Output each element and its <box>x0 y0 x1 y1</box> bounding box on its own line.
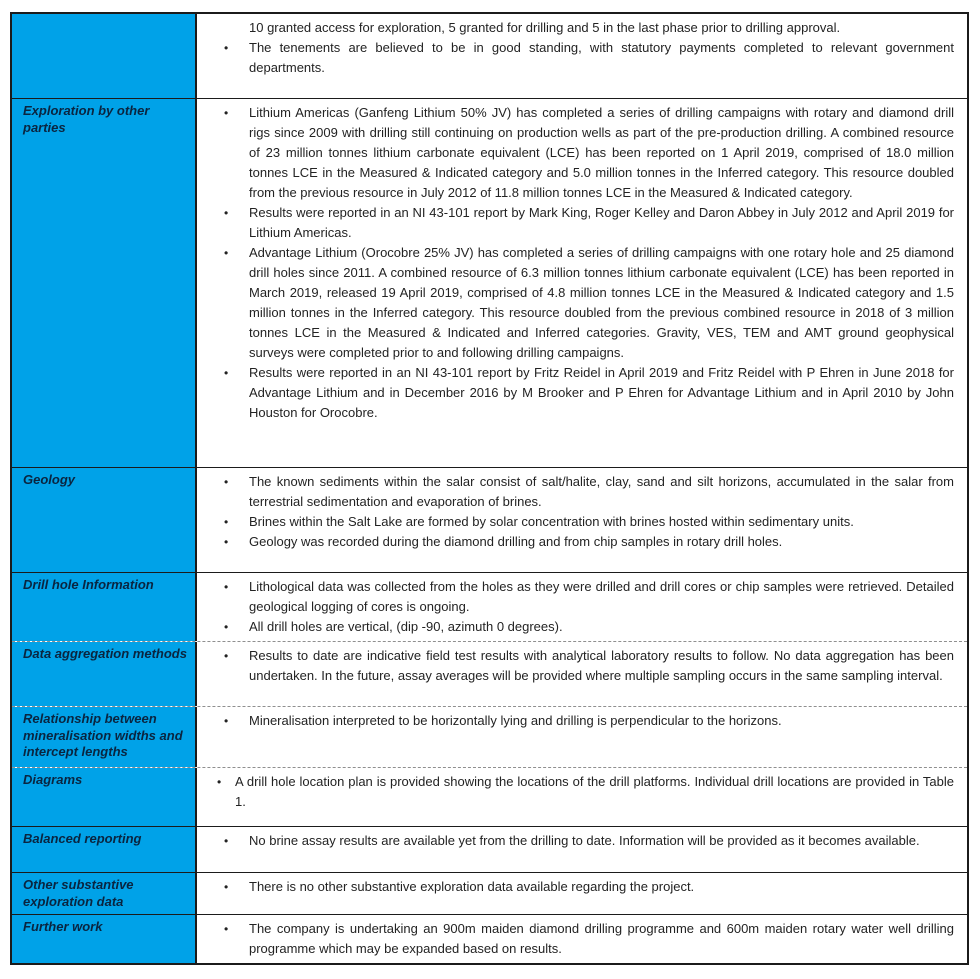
item-text: Results to date are indicative field test results with analytical laboratory results to follow. No data aggregation has been undertaken. In the future, assay averages will be provided where multiple sampling occurs in the same sampling interval. <box>249 648 954 683</box>
bullet-marker-icon: • <box>224 834 229 848</box>
bullet-item <box>197 919 954 959</box>
bullet-item <box>197 103 954 203</box>
table-row <box>12 706 967 767</box>
row-label: Geology <box>23 472 76 487</box>
bullet-item <box>197 512 954 532</box>
row-content <box>197 642 967 706</box>
jorc-disclosure-table <box>10 12 969 965</box>
bullet-item <box>197 472 954 512</box>
row-label: Data aggregation methods <box>23 646 187 661</box>
row-label: Exploration by other parties <box>23 103 150 135</box>
row-label: Balanced reporting <box>23 831 142 846</box>
bullet-marker-icon: • <box>224 714 229 728</box>
row-label-cell <box>12 14 197 98</box>
bullet-item <box>197 711 954 731</box>
row-content <box>197 468 967 572</box>
row-content <box>197 573 967 641</box>
bullet-item <box>197 532 954 552</box>
table-row <box>12 767 967 826</box>
row-content <box>197 915 967 963</box>
table-row <box>12 872 967 914</box>
bullet-marker-icon: • <box>224 246 229 260</box>
item-text: Mineralisation interpreted to be horizontally lying and drilling is perpendicular to the horizons. <box>249 713 782 728</box>
item-text: A drill hole location plan is provided showing the locations of the drill platforms. Individual drill locations are provided in Table 1. <box>235 774 954 809</box>
row-label-cell <box>12 707 197 767</box>
item-text: The tenements are believed to be in good standing, with statutory payments completed to relevant government departments. <box>249 40 954 75</box>
row-label: Diagrams <box>23 772 83 787</box>
item-text: Results were reported in an NI 43-101 report by Mark King, Roger Kelley and Daron Abbey in July 2012 and April 2019 for Lithium Americas. <box>249 205 954 240</box>
bullet-marker-icon: • <box>224 580 229 594</box>
bullet-marker-icon: • <box>224 41 229 55</box>
table-row <box>12 641 967 706</box>
item-text: No brine assay results are available yet from the drilling to date. Information will be provided as it becomes available. <box>249 833 920 848</box>
bullet-item <box>197 363 954 423</box>
item-text: Lithium Americas (Ganfeng Lithium 50% JV) has completed a series of drilling campaigns with rotary and diamond drill rigs since 2009 with drilling still continuing on production wells as part of the pre-production drilling. A combined resource of 23 million tonnes lithium carbonate equivalent (LCE) has been reported on 1 April 2019, comprised of 18.0 million tonnes LCE in the Measured & Indicated category and 5.0 million tonnes in the Inferred category. This resource doubled from the previous resource in July 2012 of 11.8 million tonnes LCE in the Measured & Indicated category. <box>249 105 954 200</box>
row-label-cell <box>12 768 197 826</box>
item-text: The known sediments within the salar consist of salt/halite, clay, sand and silt horizons, accumulated in the salar from terrestrial sedimentation and evaporation of brines. <box>249 474 954 509</box>
row-label: Relationship between mineralisation widths and intercept lengths <box>23 711 183 759</box>
row-label: Further work <box>23 919 103 934</box>
table-row <box>12 98 967 467</box>
item-text: Brines within the Salt Lake are formed by solar concentration with brines hosted within sedimentary units. <box>249 514 854 529</box>
table-row <box>12 467 967 572</box>
bullet-item <box>197 203 954 243</box>
row-content <box>197 827 967 872</box>
bullet-item <box>197 243 954 363</box>
item-text: Lithological data was collected from the holes as they were drilled and drill cores or chip samples were retrieved. Detailed geological logging of cores is ongoing. <box>249 579 954 614</box>
item-text: There is no other substantive exploration data available regarding the project. <box>249 879 695 894</box>
table-row <box>12 14 967 98</box>
item-text: The company is undertaking an 900m maiden diamond drilling programme and 600m maiden rotary water well drilling programme which may be expanded based on results. <box>249 921 954 956</box>
row-label-cell <box>12 468 197 572</box>
bullet-marker-icon: • <box>224 922 229 936</box>
bullet-item <box>197 617 954 637</box>
bullet-marker-icon: • <box>224 880 229 894</box>
continuation-paragraph <box>197 18 954 38</box>
row-label-cell <box>12 915 197 963</box>
row-label-cell <box>12 827 197 872</box>
bullet-item <box>197 772 954 812</box>
bullet-item <box>197 38 954 78</box>
bullet-item <box>197 877 954 897</box>
bullet-marker-icon: • <box>224 620 229 634</box>
bullet-marker-icon: • <box>224 206 229 220</box>
table-row <box>12 572 967 641</box>
bullet-marker-icon: • <box>224 649 229 663</box>
bullet-marker-icon: • <box>224 535 229 549</box>
bullet-item <box>197 831 954 851</box>
bullet-marker-icon: • <box>217 775 222 789</box>
row-label-cell <box>12 99 197 467</box>
bullet-marker-icon: • <box>224 106 229 120</box>
item-text: All drill holes are vertical, (dip -90, azimuth 0 degrees). <box>249 619 563 634</box>
bullet-marker-icon: • <box>224 515 229 529</box>
row-label-cell <box>12 873 197 914</box>
row-content <box>197 768 967 826</box>
row-content <box>197 14 967 98</box>
row-content <box>197 99 967 467</box>
row-label: Other substantive exploration data <box>23 877 134 909</box>
bullet-marker-icon: • <box>224 475 229 489</box>
row-label: Drill hole Information <box>23 577 154 592</box>
item-text: 10 granted access for exploration, 5 granted for drilling and 5 in the last phase prior to drilling approval. <box>249 20 841 35</box>
item-text: Results were reported in an NI 43-101 report by Fritz Reidel in April 2019 and Fritz Reidel with P Ehren in June 2018 for Advantage Lithium and in December 2016 by M Brooker and P Ehren for Advantage Lithium and in April 2010 by John Houston for Orocobre. <box>249 365 954 420</box>
item-text: Geology was recorded during the diamond drilling and from chip samples in rotary drill holes. <box>249 534 783 549</box>
table-row <box>12 914 967 963</box>
row-label-cell <box>12 642 197 706</box>
bullet-marker-icon: • <box>224 366 229 380</box>
row-content <box>197 873 967 914</box>
row-label-cell <box>12 573 197 641</box>
row-content <box>197 707 967 767</box>
bullet-item <box>197 646 954 686</box>
table-row <box>12 826 967 872</box>
item-text: Advantage Lithium (Orocobre 25% JV) has completed a series of drilling campaigns with one rotary hole and 25 diamond drill holes since 2011. A combined resource of 6.3 million tonnes lithium carbonate equivalent (LCE) has been reported in March 2019, released 19 April 2019, comprised of 4.8 million tonnes LCE in the Measured & Indicated category and 1.5 million tonnes in the Inferred category. This resource doubled from the previous combined resource in 2018 of 3 million tonnes LCE in the Measured & Indicated and Inferred categories. Gravity, VES, TEM and AMT ground geophysical surveys were completed prior to and following drilling campaigns. <box>249 245 954 360</box>
bullet-item <box>197 577 954 617</box>
